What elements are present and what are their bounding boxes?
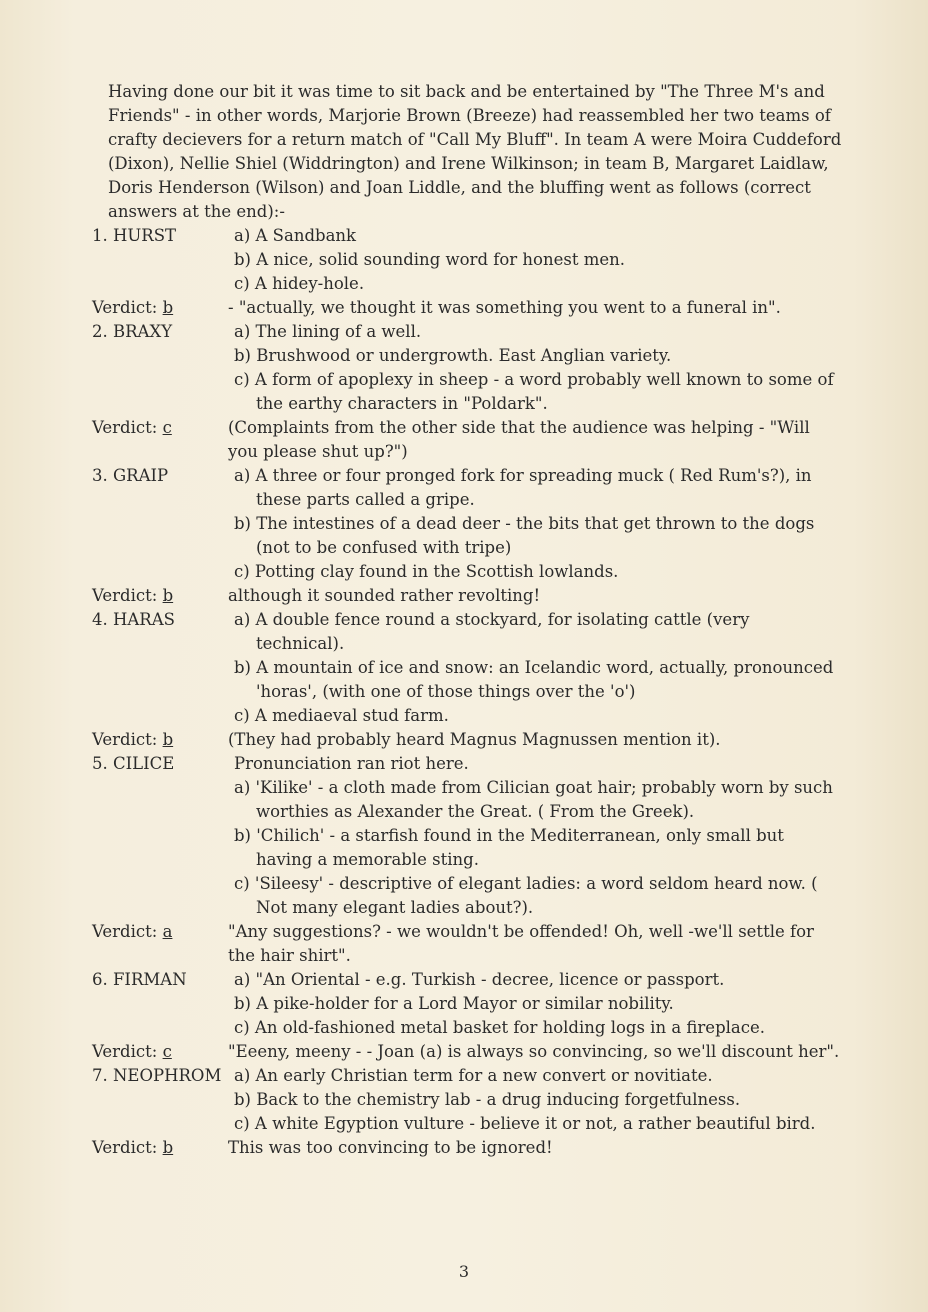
verdict-letter: c [162, 418, 172, 437]
verdict-label: Verdict: [92, 730, 158, 749]
entry-option: c) 'Sileesy' - descriptive of elegant ladies: a word seldom heard now. ( Not many elegant ladies about?). [234, 874, 818, 917]
entry-option: a) A Sandbank [234, 226, 357, 245]
verdict-letter: b [162, 298, 174, 317]
entry-option: b) 'Chilich' - a starfish found in the Mediterranean, only small but having a memorable sting. [234, 826, 784, 869]
entry-option: c) A hidey-hole. [234, 274, 365, 293]
entry-option: a) An early Christian term for a new convert or novitiate. [234, 1066, 713, 1085]
entry-word: 3. GRAIP [92, 466, 169, 485]
entry-option: a) A three or four pronged fork for spreading muck ( Red Rum's?), in these parts called a gripe. [234, 466, 812, 509]
entry-options [234, 1064, 842, 1136]
verdict-letter: b [162, 730, 174, 749]
entry-option: b) A mountain of ice and snow: an Icelandic word, actually, pronounced 'horas', (with one of those things over the 'o') [234, 658, 834, 701]
verdict-text: - "actually, we thought it was something you went to a funeral in". [228, 298, 781, 317]
verdict-text: "Any suggestions? - we wouldn't be offended! Oh, well -we'll settle for the hair shirt". [228, 922, 814, 965]
verdict-line [92, 1136, 842, 1160]
entry-lead-note: Pronunciation ran riot here. [234, 754, 469, 773]
entry-options [234, 224, 842, 296]
verdict-line [92, 416, 842, 464]
verdict-text: This was too convincing to be ignored! [228, 1138, 553, 1157]
verdict-label: Verdict: [92, 418, 158, 437]
entry-options [234, 968, 842, 1040]
verdict-label-group [92, 416, 228, 464]
verdict-letter: c [162, 1042, 172, 1061]
entry-word: 6. FIRMAN [92, 970, 187, 989]
entry-option: a) A double fence round a stockyard, for isolating cattle (very technical). [234, 610, 750, 653]
page-content [92, 80, 842, 1160]
page-number: 3 [458, 1262, 470, 1281]
entry-word: 4. HARAS [92, 610, 175, 629]
verdict-line [92, 1040, 842, 1064]
entry-option: b) Brushwood or undergrowth. East Anglian variety. [234, 346, 672, 365]
entry-option: c) A form of apoplexy in sheep - a word probably well known to some of the earthy characters in "Poldark". [234, 370, 834, 413]
entry-word: 1. HURST [92, 226, 177, 245]
verdict-label: Verdict: [92, 922, 158, 941]
bluff-entry [92, 464, 842, 584]
verdict-label: Verdict: [92, 586, 158, 605]
entry-option: a) 'Kilike' - a cloth made from Cilician goat hair; probably worn by such worthies as Alexander the Great. ( From the Greek). [234, 778, 833, 821]
verdict-label-group [92, 296, 228, 320]
verdict-text: (They had probably heard Magnus Magnussen mention it). [228, 730, 721, 749]
entry-option: b) Back to the chemistry lab - a drug inducing forgetfulness. [234, 1090, 741, 1109]
entry-word: 5. CILICE [92, 754, 175, 773]
entry-word: 2. BRAXY [92, 322, 173, 341]
verdict-text: although it sounded rather revolting! [228, 586, 541, 605]
verdict-letter: a [162, 922, 173, 941]
bluff-entry [92, 320, 842, 416]
verdict-label: Verdict: [92, 1138, 158, 1157]
verdict-line [92, 296, 842, 320]
entry-option: c) An old-fashioned metal basket for holding logs in a fireplace. [234, 1018, 765, 1037]
entry-word: 7. NEOPHROM [92, 1066, 222, 1085]
entry-option: c) A white Egyption vulture - believe it or not, a rather beautiful bird. [234, 1114, 816, 1133]
verdict-label-group [92, 584, 228, 608]
entry-options [234, 464, 842, 584]
entry-options [234, 752, 842, 920]
entry-option: c) A mediaeval stud farm. [234, 706, 449, 725]
entry-options [234, 608, 842, 728]
verdict-line [92, 584, 842, 608]
verdict-line [92, 728, 842, 752]
verdict-label: Verdict: [92, 298, 158, 317]
bluff-entry [92, 1064, 842, 1136]
verdict-text: (Complaints from the other side that the audience was helping - "Will you please shut up?") [228, 418, 810, 461]
verdict-letter: b [162, 586, 174, 605]
entry-option: a) "An Oriental - e.g. Turkish - decree, licence or passport. [234, 970, 725, 989]
bluff-entry [92, 224, 842, 296]
bluff-entry [92, 752, 842, 920]
intro-paragraph: Having done our bit it was time to sit back and be entertained by "The Three M's and Friends" - in other words, Marjorie Brown (Breeze) had reassembled her two teams of crafty decievers for a return match of "Call My Bluff". In team A were Moira Cuddeford (Dixon), Nellie Shiel (Widdrington) and Irene Wilkinson; in team B, Margaret Laidlaw, Doris Henderson (Wilson) and Joan Liddle, and the bluffing went as follows (correct answers at the end):- [108, 82, 842, 221]
verdict-label: Verdict: [92, 1042, 158, 1061]
entry-option: c) Potting clay found in the Scottish lowlands. [234, 562, 619, 581]
bluff-entry [92, 608, 842, 728]
verdict-label-group [92, 1136, 228, 1160]
entry-options [234, 320, 842, 416]
verdict-line [92, 920, 842, 968]
verdict-letter: b [162, 1138, 174, 1157]
verdict-label-group [92, 728, 228, 752]
verdict-label-group [92, 1040, 228, 1064]
entry-option: b) A nice, solid sounding word for honest men. [234, 250, 625, 269]
entry-option: b) The intestines of a dead deer - the bits that get thrown to the dogs (not to be confused with tripe) [234, 514, 815, 557]
bluff-entries [92, 224, 842, 1160]
verdict-text: "Eeeny, meeny - - Joan (a) is always so convincing, so we'll discount her". [228, 1042, 840, 1061]
entry-option: b) A pike-holder for a Lord Mayor or similar nobility. [234, 994, 674, 1013]
bluff-entry [92, 968, 842, 1040]
entry-option: a) The lining of a well. [234, 322, 422, 341]
verdict-label-group [92, 920, 228, 968]
